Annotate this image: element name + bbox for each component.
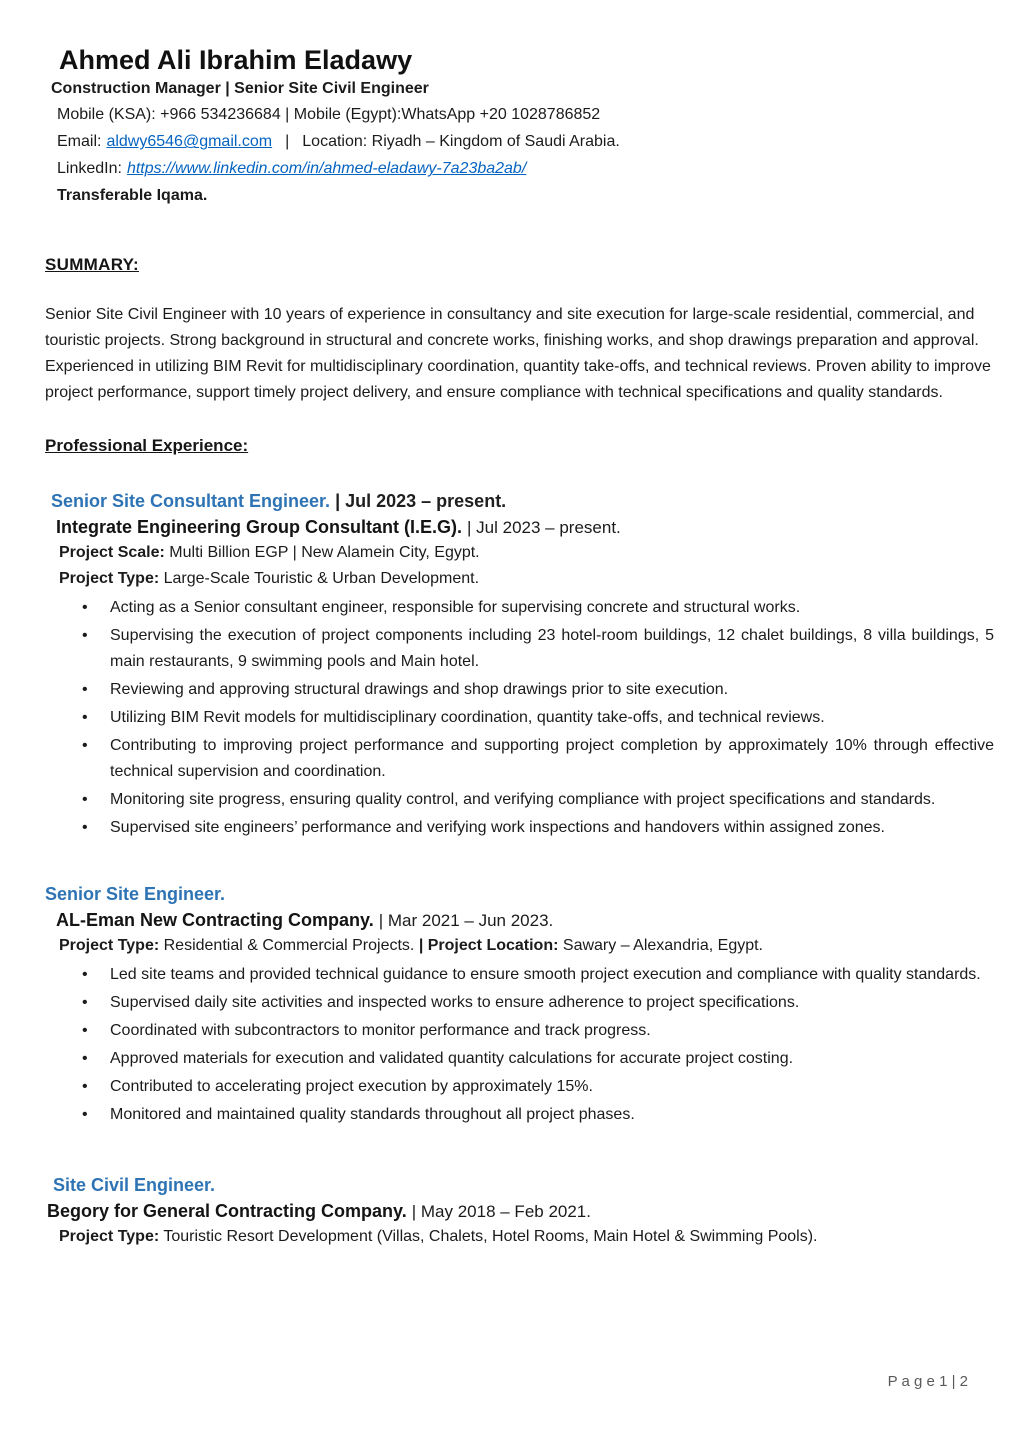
job-title-dates: | Jul 2023 – present. — [335, 491, 507, 512]
project-type-value: Residential & Commercial Projects. — [163, 937, 415, 955]
company-line — [56, 907, 994, 934]
bullet-item: • Approved materials for execution and validated quantity calculations for accurate project costing. — [45, 1046, 994, 1072]
project-location-value: Sawary – Alexandria, Egypt. — [562, 937, 763, 955]
resume-header — [45, 44, 994, 209]
bullet-item: • Utilizing BIM Revit models for multidisciplinary coordination, quantity take-offs, and technical reviews. — [45, 705, 994, 731]
company-line — [56, 514, 994, 541]
page-number: P a g e 1 | 2 — [887, 1373, 968, 1390]
project-type-label: Project Type: — [59, 570, 160, 588]
project-scale-value: Multi Billion EGP | New Alamein City, Egypt. — [169, 544, 480, 562]
company-line — [47, 1198, 994, 1225]
company-name: Begory for General Contracting Company. — [47, 1200, 407, 1221]
bullet-item: • Monitored and maintained quality standards throughout all project phases. — [45, 1102, 994, 1128]
company-dates: | Mar 2021 – Jun 2023. — [378, 910, 554, 930]
project-type-value: Touristic Resort Development (Villas, Chalets, Hotel Rooms, Main Hotel & Swimming Pools). — [163, 1228, 818, 1246]
job-title-line — [45, 883, 994, 906]
linkedin-label: LinkedIn: — [57, 160, 122, 178]
job-title: Senior Site Consultant Engineer. — [51, 491, 331, 512]
mobile-line: Mobile (KSA): +966 534236684 | Mobile (Egypt):WhatsApp +20 1028786852 — [57, 106, 601, 124]
project-type-value: Large-Scale Touristic & Urban Development. — [163, 570, 480, 588]
job-title: Senior Site Engineer. — [45, 884, 226, 905]
candidate-name: Ahmed Ali Ibrahim Eladawy — [59, 45, 413, 75]
bullet-item: • Monitoring site progress, ensuring quality control, and verifying compliance with project specifications and standards. — [45, 787, 994, 813]
summary-text: Senior Site Civil Engineer with 10 years of experience in consultancy and site execution for large-scale residential, commercial, and touristic projects. Strong background in structural and concrete works, finishing works, and shop drawings preparation and approval. Experienced in utilizing BIM Revit for multidisciplinary coordination, quantity take-offs, and technical reviews. Proven ability to improve project performance, support timely project delivery, and ensure compliance with technical specifications and quality standards. — [45, 306, 991, 402]
summary-section — [45, 255, 994, 406]
bullet-item: • Supervised site engineers’ performance and verifying work inspections and handovers within assigned zones. — [45, 815, 994, 841]
email-separator: | — [285, 133, 290, 151]
linkedin-link[interactable]: https://www.linkedin.com/in/ahmed-eladawy-7a23ba2ab/ — [126, 160, 527, 178]
project-scale-line — [59, 540, 994, 566]
location-text: Location: Riyadh – Kingdom of Saudi Arabia. — [302, 133, 620, 151]
project-type-line — [59, 566, 994, 592]
bullet-item: • Coordinated with subcontractors to monitor performance and track progress. — [45, 1018, 994, 1044]
bullet-item: • Contributing to improving project performance and supporting project completion by approximately 10% through effective technical supervision and coordination. — [45, 733, 994, 785]
job-entry-senior-site-engineer — [45, 883, 994, 1128]
job-bullets — [45, 962, 994, 1128]
bullet-item: • Supervising the execution of project components including 23 hotel-room buildings, 12 chalet buildings, 8 villa buildings, 5 main restaurants, 9 swimming pools and Main hotel. — [45, 623, 994, 675]
job-title-line — [53, 1174, 994, 1197]
candidate-job-title: Construction Manager | Senior Site Civil Engineer — [51, 80, 429, 98]
job-title-line — [51, 490, 994, 513]
bullet-item: • Reviewing and approving structural drawings and shop drawings prior to site execution. — [45, 677, 994, 703]
project-type-label: Project Type: — [59, 1228, 160, 1246]
summary-heading: SUMMARY: — [45, 255, 139, 275]
bullet-item: • Supervised daily site activities and inspected works to ensure adherence to project specifications. — [45, 990, 994, 1016]
project-type-line — [59, 933, 994, 959]
company-dates: | May 2018 – Feb 2021. — [411, 1201, 591, 1221]
email-link[interactable]: aldwy6546@gmail.com — [106, 133, 273, 151]
linkedin-line — [57, 155, 994, 182]
project-type-line — [59, 1224, 994, 1250]
bullet-item: • Led site teams and provided technical guidance to ensure smooth project execution and compliance with quality standards. — [45, 962, 994, 988]
experience-heading: Professional Experience: — [45, 436, 249, 456]
bullet-item: • Contributed to accelerating project execution by approximately 15%. — [45, 1074, 994, 1100]
job-title: Site Civil Engineer. — [53, 1175, 216, 1196]
email-label: Email: — [57, 133, 102, 151]
company-name: AL-Eman New Contracting Company. — [56, 909, 374, 930]
iqama-note: Transferable Iqama. — [57, 187, 208, 205]
job-entry-senior-site-consultant — [45, 490, 994, 841]
job-entry-site-civil-engineer — [45, 1174, 994, 1250]
project-location-label: | Project Location: — [418, 937, 559, 955]
company-dates: | Jul 2023 – present. — [467, 517, 621, 537]
company-name: Integrate Engineering Group Consultant (I.E.G). — [56, 516, 463, 537]
project-scale-label: Project Scale: — [59, 544, 165, 562]
email-line — [57, 128, 994, 155]
bullet-item: • Acting as a Senior consultant engineer, responsible for supervising concrete and structural works. — [45, 595, 994, 621]
job-bullets — [45, 595, 994, 841]
project-type-label: Project Type: — [59, 937, 160, 955]
